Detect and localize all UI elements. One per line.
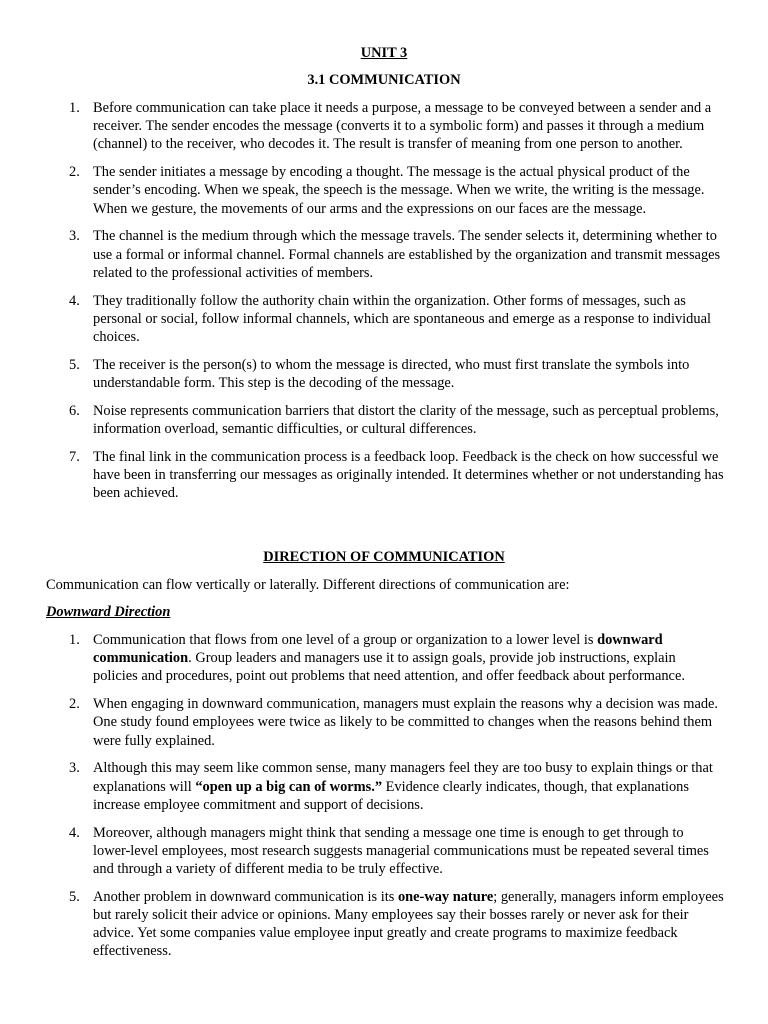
list-item [0, 163, 768, 218]
item-text: The sender initiates a message by encoding a thought. The message is the actual physical product of the sender’s encoding. When we speak, the speech is the message. When we write, the writing is the message. When we gesture, the movements of our arms and the expressions on our faces are the message. [93, 164, 705, 217]
item-text-bold: downward communication [93, 632, 663, 667]
item-text-bold: “open up a big can of worms.” [195, 778, 383, 795]
item-text: Before communication can take place it needs a purpose, a message to be conveyed between a sender and a receiver. The sender encodes the message (converts it to a symbolic form) and passes it through a medium (channel) to the receiver, who decodes it. The result is transfer of meaning from one person to another. [93, 100, 712, 153]
item-text-bold: one-way nature [397, 888, 494, 905]
item-text-pre: Moreover, although managers might think that sending a message one time is enough to get through to lower-level employees, most research suggests managerial communications must be repeated several times and through a variety of different media to be truly effective. [93, 824, 709, 878]
list-item [0, 759, 768, 814]
item-number: 1. [69, 100, 80, 116]
item-text: They traditionally follow the authority chain within the organization. Other forms of messages, such as personal or social, follow informal channels, which are spontaneous and emerge as a response to individual choices. [93, 292, 711, 346]
item-number: 5. [69, 356, 80, 373]
list-item [0, 402, 768, 438]
unit-title: UNIT 3 [360, 45, 408, 61]
list-item [0, 227, 768, 282]
item-text-post: . Group leaders and managers use it to assign goals, provide job instructions, explain policies and procedures, point out problems that need attention, and offer feedback about performance. [93, 650, 685, 685]
item-text-pre: Another problem in downward communication is its [93, 888, 398, 905]
item-number: 3. [69, 228, 80, 245]
item-text-pre: Communication that flows from one level of a group or organization to a lower level is [93, 632, 598, 648]
item-number: 4. [69, 292, 80, 309]
item-text-post: ; generally, managers inform employees but rarely solicit their advice or opinions. Many employees say their bosses rarely or never ask for their advice. Yet some companies value employee input greatly and create programs to maximize feedback effectiveness. [93, 888, 724, 960]
item-text-post: Evidence clearly indicates, though, that explanations increase employee commitment and support of decisions. [93, 778, 689, 813]
item-text-pre: Although this may seem like common sense, many managers feel they are too busy to explain things or that explanations will [93, 760, 713, 795]
direction-intro: Communication can flow vertically or laterally. Different directions of communication are: [46, 577, 570, 593]
list-item [0, 99, 768, 154]
item-text: Noise represents communication barriers that distort the clarity of the message, such as perceptual problems, information overload, semantic difficulties, or cultural differences. [93, 402, 719, 438]
list-item [0, 631, 768, 686]
item-text: The receiver is the person(s) to whom the message is directed, who must first translate the symbols into understandable form. This step is the decoding of the message. [93, 356, 690, 392]
list-item [0, 888, 768, 961]
item-number: 5. [69, 888, 80, 905]
list-item [0, 824, 768, 879]
list-item [0, 695, 768, 750]
item-text: The channel is the medium through which the message travels. The sender selects it, determining whether to use a formal or informal channel. Formal channels are established by the organization and transmit messages related to the professional activities of members. [93, 228, 721, 281]
item-number: 1. [69, 632, 80, 648]
item-number: 2. [69, 164, 80, 181]
direction-title: DIRECTION OF COMMUNICATION [263, 549, 505, 565]
downward-subheading: Downward Direction [46, 604, 171, 620]
communication-points-list [0, 99, 768, 512]
item-text: The final link in the communication process is a feedback loop. Feedback is the check on how successful we have been in transferring our messages as originally intended. It determines whether or not understanding has been achieved. [93, 448, 724, 502]
list-item [0, 292, 768, 347]
list-item [0, 448, 768, 503]
downward-points-list [0, 631, 768, 970]
item-number: 3. [69, 760, 80, 777]
item-number: 4. [69, 824, 80, 841]
item-number: 7. [69, 448, 80, 465]
section-title: 3.1 COMMUNICATION [307, 72, 461, 88]
list-item [0, 356, 768, 392]
item-number: 2. [69, 696, 80, 713]
item-text-pre: When engaging in downward communication, managers must explain the reasons why a decision was made. One study found employees were twice as likely to be committed to changes when the reasons behind them were fully explained. [93, 696, 719, 749]
item-number: 6. [69, 402, 80, 419]
